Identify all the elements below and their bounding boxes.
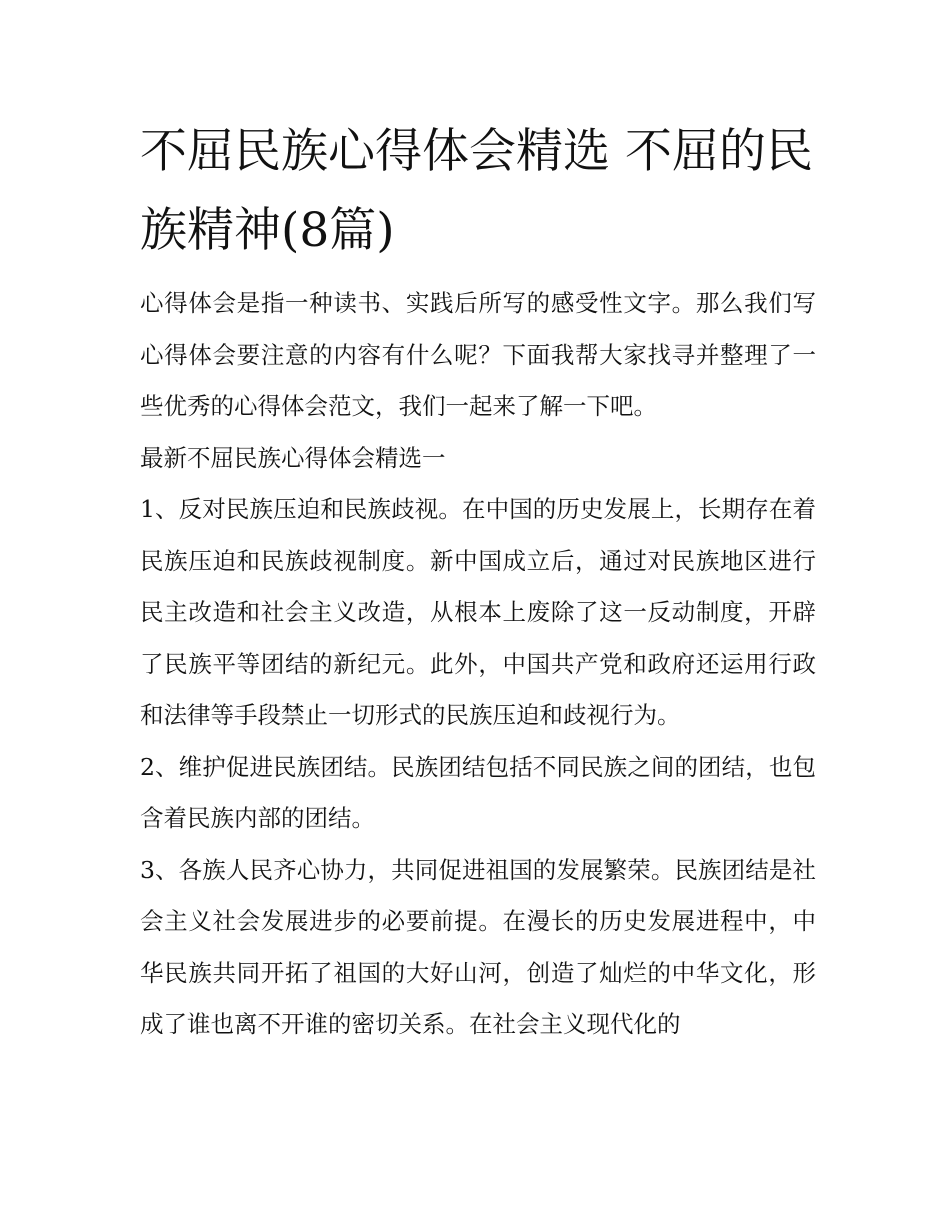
list-item: 3、各族人民齐心协力，共同促进祖国的发展繁荣。民族团结是社会主义社会发展进步的必要前提。在漫长的历史发展进程中，中华民族共同开拓了祖国的大好山河，创造了灿烂的中华文化，形成了谁也离不开谁的密切关系。在社会主义现代化的: [140, 855, 816, 1038]
document-title: 不屈民族心得体会精选 不屈的民族精神(8篇): [140, 124, 813, 258]
section-heading: 最新不屈民族心得体会精选一: [140, 443, 446, 472]
document-page: [140, 112, 816, 1051]
list-item: 1、反对民族压迫和民族歧视。在中国的历史发展上，长期存在着民族压迫和民族歧视制度。新中国成立后，通过对民族地区进行民主改造和社会主义改造，从根本上废除了这一反动制度，开辟了民族平等团结的新纪元。此外，中国共产党和政府还运用行政和法律等手段禁止一切形式的民族压迫和歧视行为。: [140, 495, 816, 729]
list-item: 2、维护促进民族团结。民族团结包括不同民族之间的团结，也包含着民族内部的团结。: [140, 752, 816, 832]
intro-paragraph: 心得体会是指一种读书、实践后所写的感受性文字。那么我们写心得体会要注意的内容有什么呢？下面我帮大家找寻并整理了一些优秀的心得体会范文，我们一起来了解一下吧。: [140, 289, 816, 420]
